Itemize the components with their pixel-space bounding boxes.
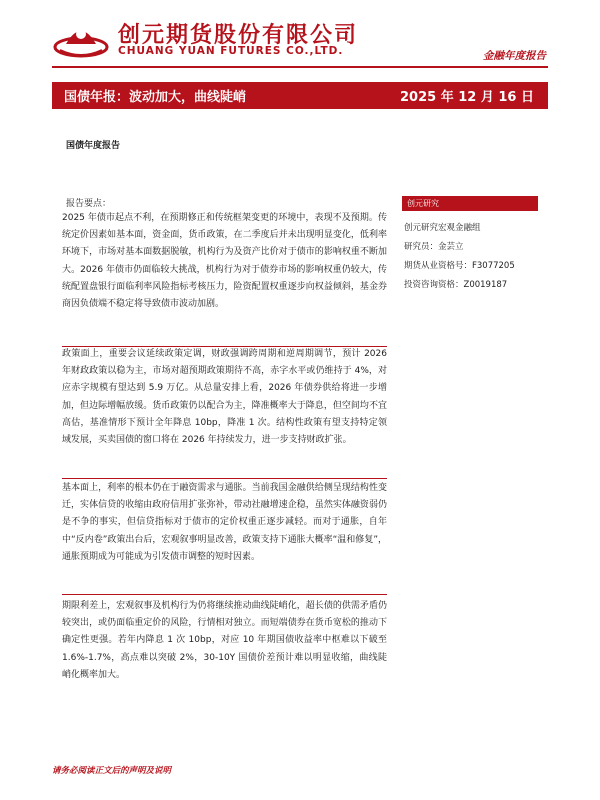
footer-disclaimer: 请务必阅读正文后的声明及说明 [52,766,172,776]
paragraph-divider [62,478,387,479]
section-label: 国债年度报告 [66,141,121,151]
company-name-en: CHUANG YUAN FUTURES CO.,LTD. [118,45,344,57]
header-divider [52,66,548,68]
report-title: 国债年报：波动加大，曲线陡峭 [64,90,247,105]
summary-paragraph-policy: 政策面上，重要会议延续政策定调，财政强调跨周期和逆周期调节，预计 2026 年财政政策以稳为主，市场对超预期政策期待不高，赤字水平或仍维持于 4%，对应赤字规模有望达到 5.9 万亿。从总量安排上看，2026 年债券供给将进一步增加，但边际增幅放缓。货币政策仍以配合为主，降准概率大于降息，但空间均不宜高估，基准情形下预计全年降息 10bp，降准 1 次。结构性政策有望支持特定领域发展，买卖国债的窗口将在 2026 年持续发力，进一步支持财政扩张。 [62,349,387,446]
sidebar-researcher: 研究员：金芸立 [404,242,464,252]
sidebar-team: 创元研究宏观金融组 [404,223,481,233]
summary-paragraph-term-spread: 期限利差上，宏观叙事及机构行为仍将继续推动曲线陡峭化，超长债的供需矛盾仍较突出，或仍面临重定价的风险，行情相对独立。而短端债券在货币宽松的推动下确定性更强。若年内降息 1 次 10bp，对应 10 年期国债收益率中枢难以下破至 1.6%-1.7%，高点难以突破 2%，30-10Y 国债价差预计难以明显收缩，曲线陡峭化概率加大。 [62,601,387,680]
company-name-cn: 创元期货股份有限公司 [118,23,359,48]
report-date: 2025 年 12 月 16 日 [400,90,534,105]
company-logo [52,20,110,60]
sidebar-heading: 创元研究 [407,199,439,208]
sidebar-futures-license: 期货从业资格号：F3077205 [404,261,515,271]
summary-paragraph-market: 2025 年债市起点不利，在预期修正和传统框架变更的环境中，表现不及预期。传统定价因素如基本面，资金面，货币政策，在二季度后并未出现明显变化，低利率环境下，市场对基本面数据脱敏，机构行为及资产比价对于债市的影响权重不断加大。2026 年债市仍面临较大挑战，机构行为对于债券市场的影响权重仍较大，传统配置盘银行面临利率风险指标考核压力，险资配置权重逐步向权益倾斜，基金券商因负债端不稳定将导致债市波动加剧。 [62,213,387,310]
sidebar-advisory-license: 投资咨询资格：Z0019187 [404,280,508,290]
summary-paragraph-fundamentals: 基本面上，利率的根本仍在于融资需求与通胀。当前我国金融供给侧呈现结构性变迁，实体信贷的收缩由政府信用扩张弥补，带动社融增速企稳，虽然实体融资弱仍是不争的事实，但信贷指标对于债市的定价权重正逐步减轻。而对于通胀，自年中“反内卷”政策出台后，宏观叙事明显改善，政策支持下通胀大概率“温和修复”，通胀预期成为可能成为引发债市调整的短时因素。 [62,483,387,562]
summary-label: 报告要点： [66,199,112,209]
paragraph-divider [62,594,387,595]
report-type-label: 金融年度报告 [483,50,546,62]
